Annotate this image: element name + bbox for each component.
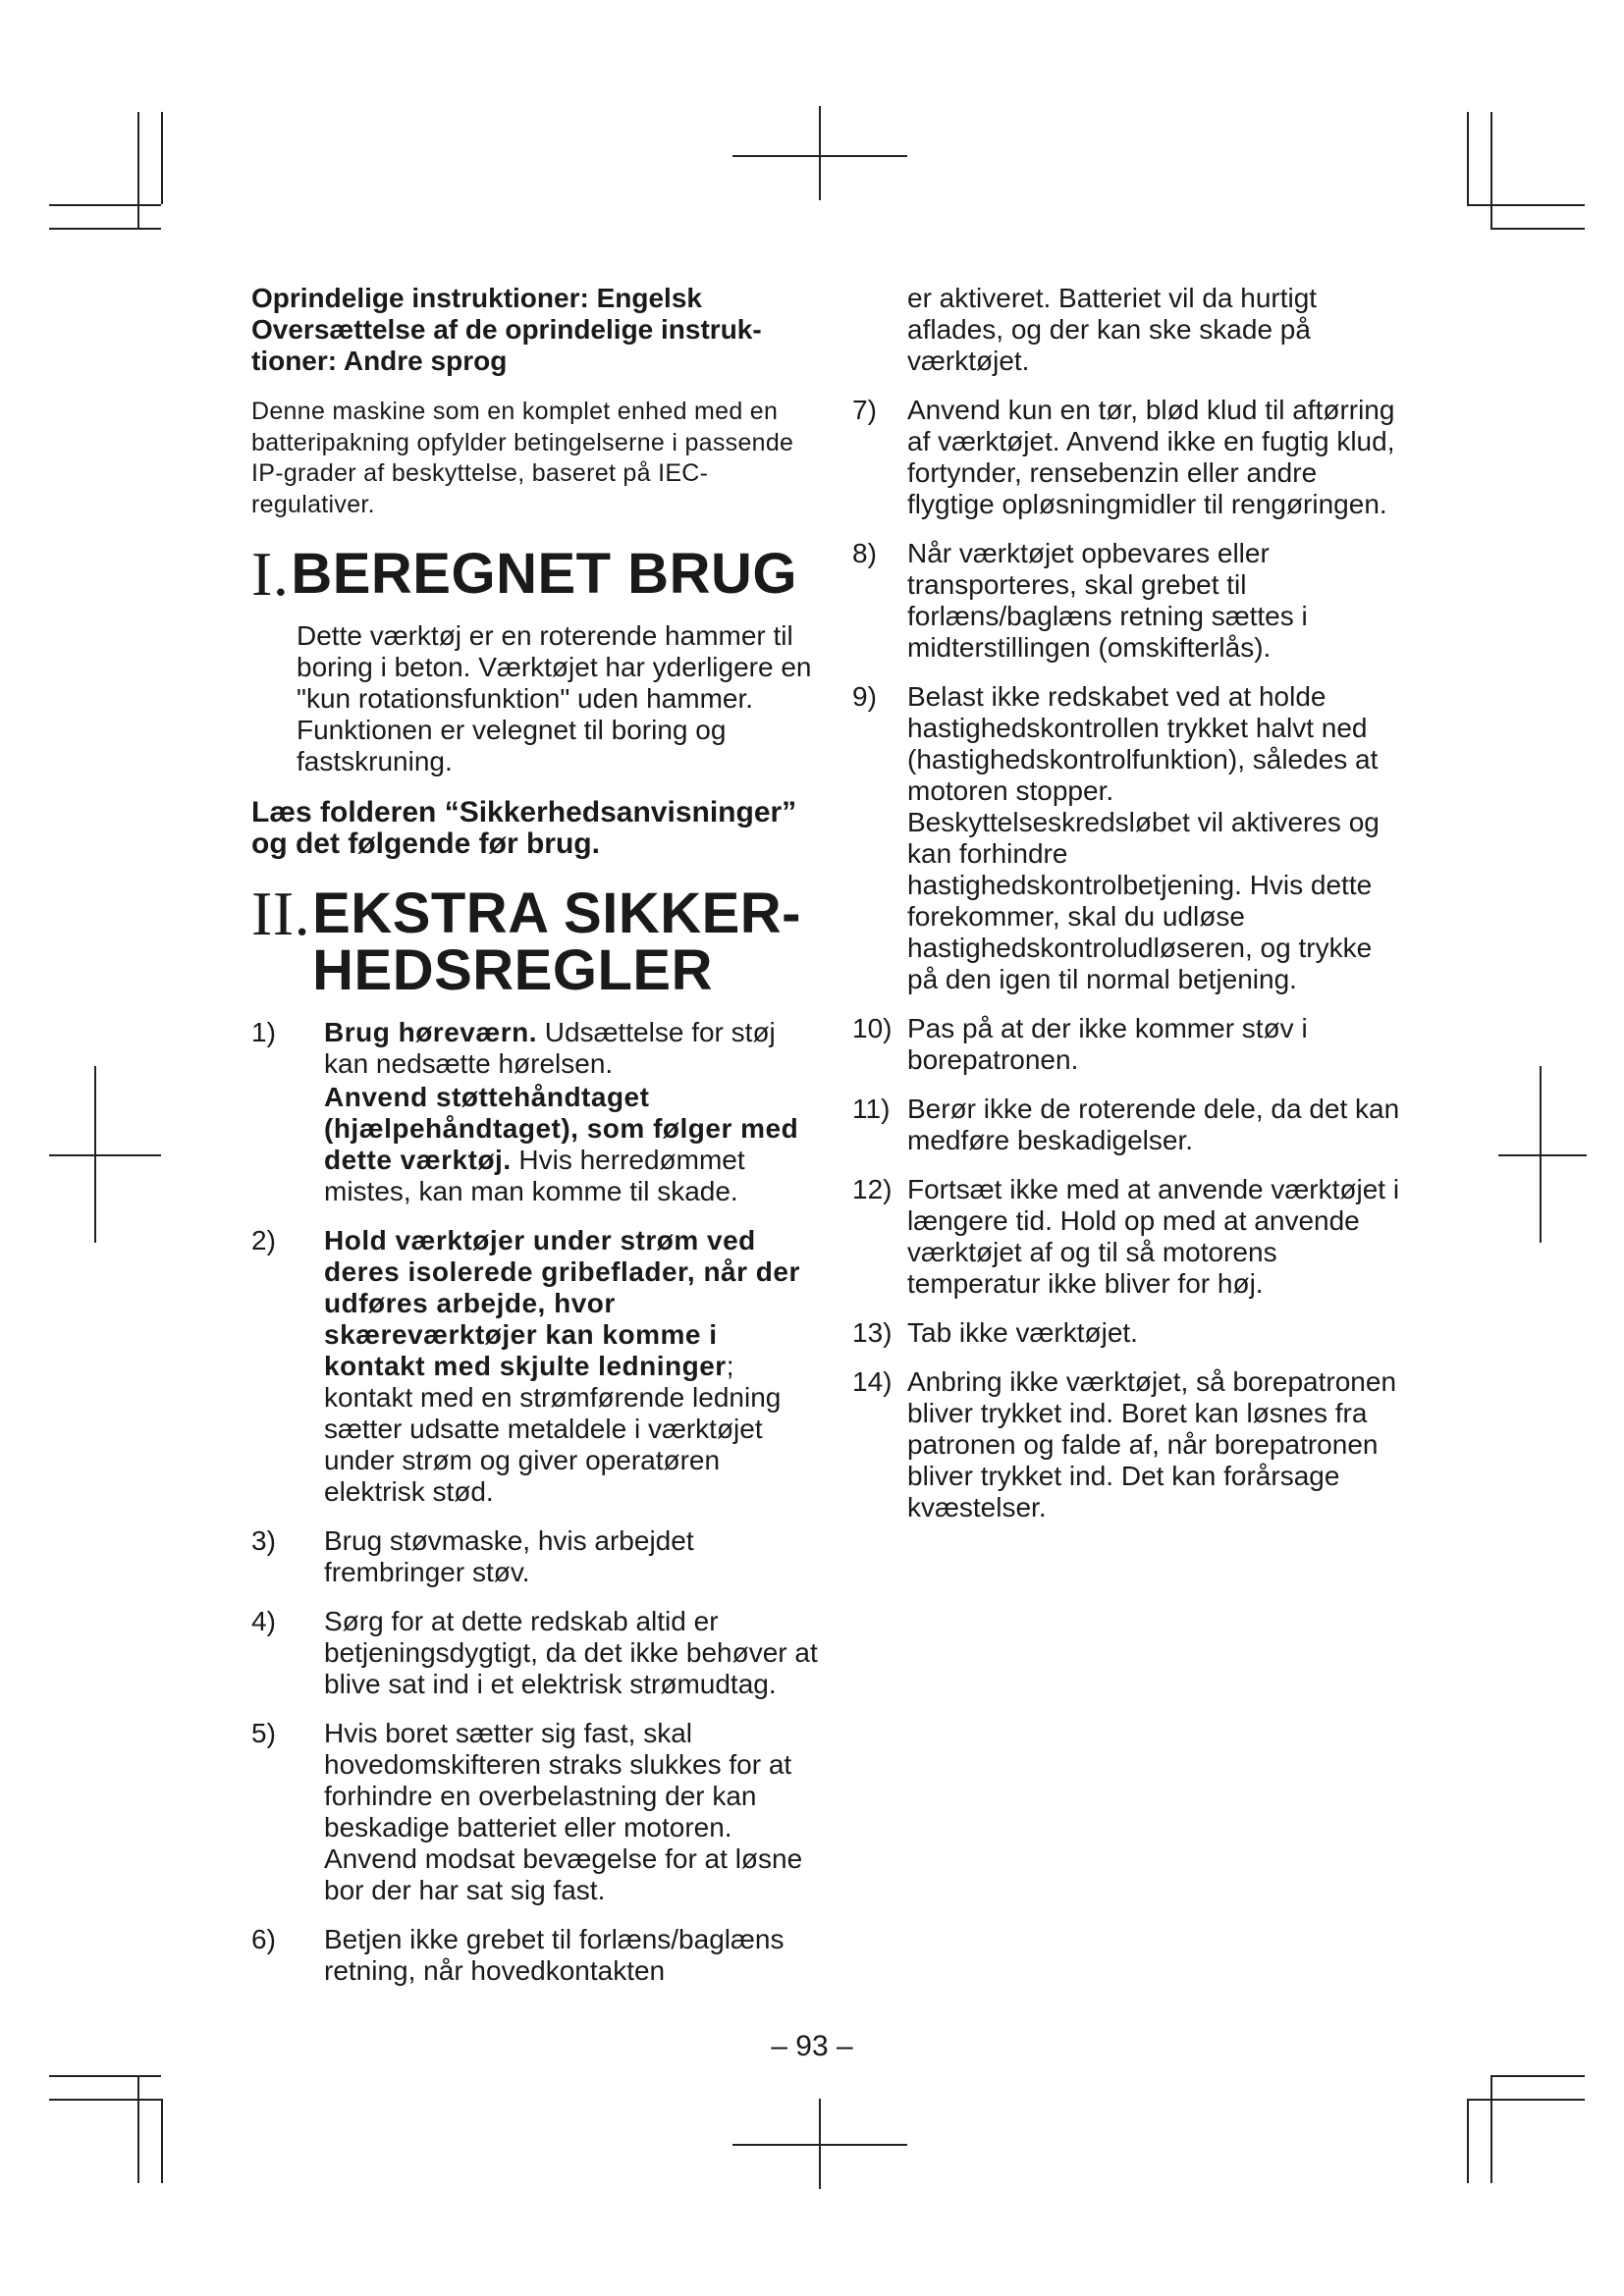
- list-item-text: Tab ikke værktøjet.: [907, 1317, 1138, 1348]
- list-item-number: 4): [251, 1606, 276, 1636]
- list-item-bold: Brug høreværn.: [324, 1017, 538, 1047]
- section-1-title: BEREGNET BRUG: [291, 542, 797, 606]
- list-item-text: Brug støvmaske, hvis arbejdet frembringer støv.: [324, 1525, 694, 1587]
- list-item-9: [852, 681, 1402, 995]
- list-item-text: Hvis boret sætter sig fast, skal hovedomskifteren straks slukkes for at forhindre en overbelastning der kan beskadige batteriet eller motoren. Anvend modsat bevægelse for at løsne bor der har sat sig fast.: [324, 1718, 803, 1905]
- read-safety-notice: Læs folderen “Sikkerhedsanvisninger” og det følgende før brug.: [251, 796, 797, 860]
- list-item-text: Berør ikke de roterende dele, da det kan medføre beskadigelser.: [907, 1094, 1400, 1155]
- list-item-text: Betjen ikke grebet til forlæns/baglæns retning, når hovedkontakten: [324, 1924, 785, 1986]
- list-item-number: 11): [852, 1094, 891, 1124]
- list-item-1: [251, 1017, 819, 1207]
- list-item-number: 14): [852, 1366, 893, 1397]
- right-column: [852, 283, 1402, 1541]
- list-item-8: [852, 538, 1402, 664]
- instructions-header: [251, 283, 819, 377]
- section-2-numeral: II.: [251, 879, 311, 948]
- list-item-number: 5): [251, 1718, 276, 1748]
- section-1-heading: [251, 539, 819, 609]
- list-item-sub-text: Hvis herredømmet mistes, kan man komme til skade.: [324, 1145, 745, 1206]
- list-item-number: 8): [852, 538, 877, 568]
- list-item-6: [251, 1924, 819, 1987]
- list-item-number: 2): [251, 1225, 276, 1255]
- list-item-text: ; kontakt med en strømførende ledning sætter udsatte metaldele i værktøjet under strøm og giver operatøren elektrisk stød.: [324, 1351, 782, 1507]
- list-item-number: 3): [251, 1525, 276, 1556]
- section-2-title: EKSTRA SIKKER- HEDSREGLER: [312, 881, 802, 1002]
- list-item-13: [852, 1317, 1402, 1349]
- list-item-5: [251, 1718, 819, 1906]
- section-1-body: Dette værktøj er en roterende hammer til boring i beton. Værktøjet har yderligere en "kun rotationsfunktion" uden hammer. Funktionen er velegnet til boring og fastskruning.: [297, 620, 812, 776]
- list-item-text: Sørg for at dette redskab altid er betjeningsdygtigt, da det ikke behøver at blive sat ind i et elektrisk strømudtag.: [324, 1606, 818, 1699]
- list-item-number: 10): [852, 1013, 893, 1043]
- original-language-line: Oprindelige instruktioner: Engelsk: [251, 283, 702, 313]
- section-1-numeral: I.: [251, 539, 290, 609]
- list-item-number: 12): [852, 1174, 893, 1204]
- list-item-4: [251, 1606, 819, 1700]
- list-item-12: [852, 1174, 1402, 1300]
- list-item-11: [852, 1094, 1402, 1156]
- list-item-1-sub: [324, 1082, 819, 1207]
- list-item-text: Belast ikke redskabet ved at holde hastighedskontrollen trykket halvt ned (hastighedskontrolfunktion), således at motoren stopper. Beskyttelseskredsløbet vil aktiveres og kan forhindre hastighedskontrolbetjening. Hvis dette forekommer, skal du udløse hastighedskontroludløseren, og trykke på den igen til normal betjening.: [907, 681, 1380, 994]
- list-item-7: [852, 395, 1402, 520]
- intro-paragraph: Denne maskine som en komplet enhed med en batteripakning opfylder betingelserne i passende IP-grader af beskyttelse, baseret på IEC-regulativer.: [251, 398, 794, 518]
- list-item-10: [852, 1013, 1402, 1076]
- list-item-number: 6): [251, 1924, 276, 1954]
- list-item-2: [251, 1225, 819, 1508]
- list-item-text: Anbring ikke værktøjet, så borepatronen bliver trykket ind. Boret kan løsnes fra patronen og falde af, når borepatronen bliver trykket ind. Det kan forårsage kvæstelser.: [907, 1366, 1397, 1522]
- list-item-text: Pas på at der ikke kommer støv i borepatronen.: [907, 1013, 1308, 1075]
- list-item-text: Fortsæt ikke med at anvende værktøjet i længere tid. Hold op med at anvende værktøjet af og til så motorens temperatur ikke bliver for høj.: [907, 1174, 1400, 1299]
- list-item-text: Udsættelse for støj kan nedsætte hørelsen.: [324, 1017, 776, 1079]
- list-item-6-continuation: er aktiveret. Batteriet vil da hurtigt aflades, og der kan ske skade på værktøjet.: [907, 283, 1318, 376]
- list-item-bold: Hold værktøjer under strøm ved deres isolerede gribeflader, når der udføres arbejde, hvor skæreværktøjer kan komme i kontakt med skjulte ledninger: [324, 1225, 800, 1381]
- list-item-number: 7): [852, 395, 877, 425]
- translation-line-1: Oversættelse af de oprindelige instruk-: [251, 314, 762, 345]
- list-item-number: 13): [852, 1317, 893, 1348]
- list-item-number: 9): [852, 681, 877, 712]
- list-item-sub-bold: Anvend støttehåndtaget (hjælpehåndtaget), som følger med dette værktøj.: [324, 1082, 799, 1175]
- list-item-3: [251, 1525, 819, 1588]
- list-item-number: 1): [251, 1017, 276, 1047]
- page-number: – 93 –: [771, 2030, 853, 2062]
- list-item-14: [852, 1366, 1402, 1523]
- section-2-heading: [251, 879, 819, 1002]
- translation-line-2: tioner: Andre sprog: [251, 346, 508, 376]
- left-column: [251, 283, 819, 2004]
- list-item-text: Når værktøjet opbevares eller transporteres, skal grebet til forlæns/baglæns retning sættes i midterstillingen (omskifterlås).: [907, 538, 1308, 663]
- list-item-text: Anvend kun en tør, blød klud til aftørring af værktøjet. Anvend ikke en fugtig klud, fortynder, rensebenzin eller andre flygtige opløsningmidler til rengøringen.: [907, 395, 1395, 519]
